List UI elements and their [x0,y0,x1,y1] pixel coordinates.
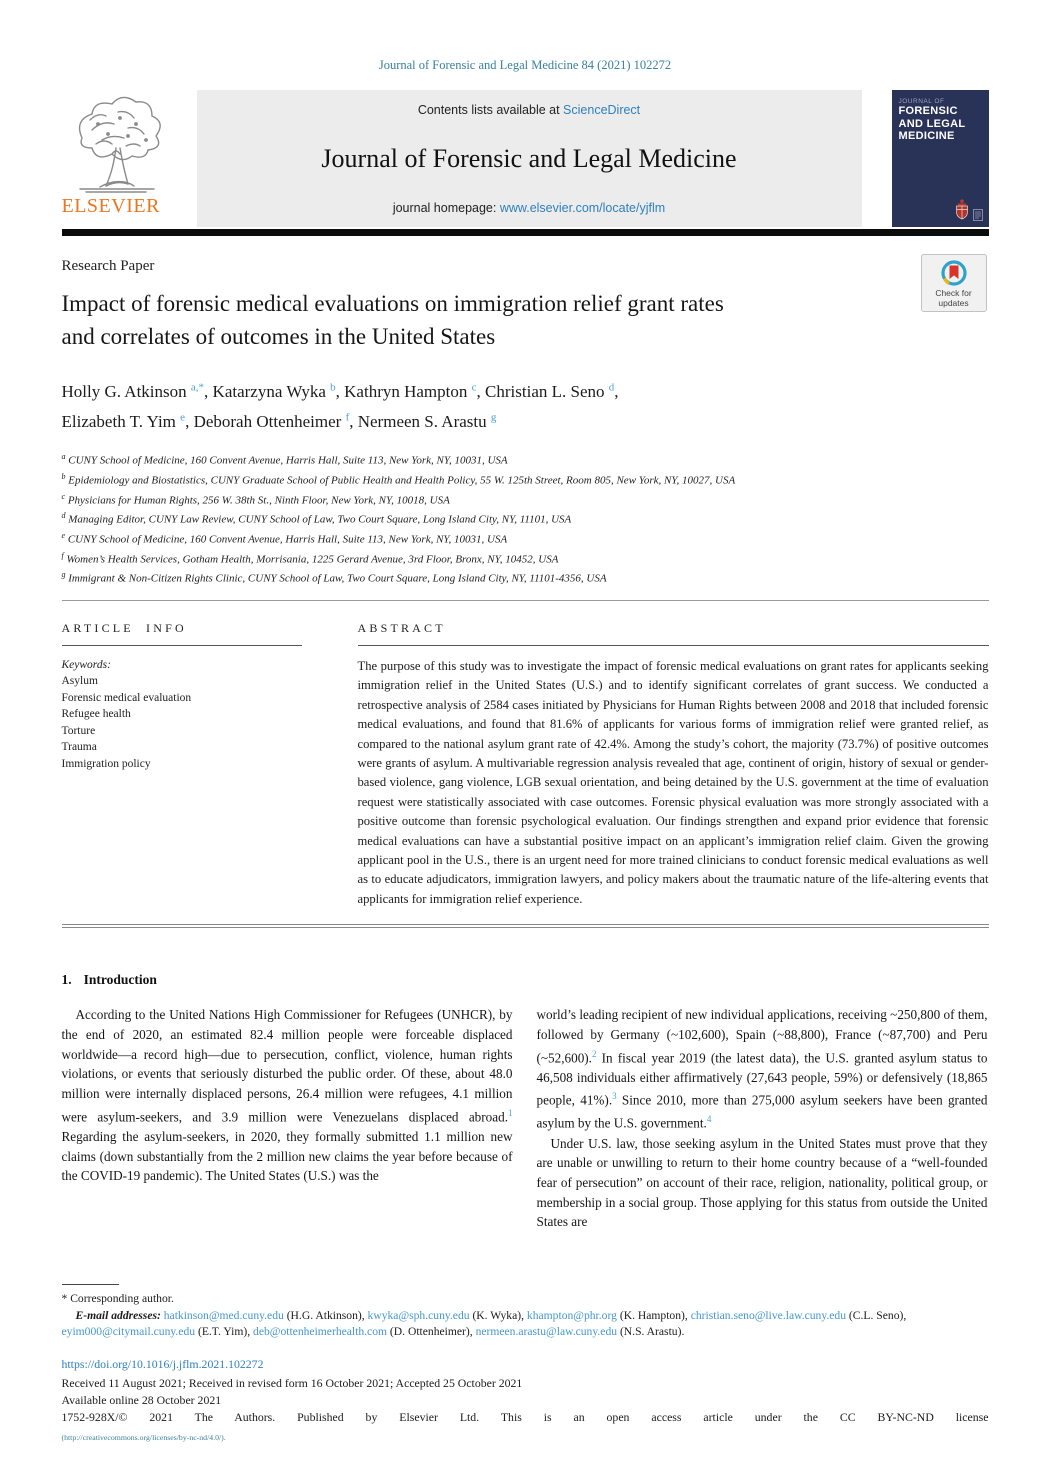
reference-link[interactable]: 1 [508,1107,513,1118]
keyword: Forensic medical evaluation [61,691,192,704]
article-info-column [62,621,302,909]
abstract-text: The purpose of this study was to investigate the impact of forensic medical evaluations on grant rates for applicants seeking immigration relief in the United States (U.S.) and to identify significant correlates of grant success. We conducted a retrospective analysis of 2584 cases initiated by Physicians for Human Rights between 2008 and 2018 that included forensic medical evaluations, and found that 81.6% of applicants for various forms of immigration relief were granted relief, as compared to the national asylum grant rate of 42.4%. Among the study’s cohort, the majority (73.7%) of positive outcomes were grants of asylum. A multivariable regression analysis revealed that age, continent of origin, history of sexual or gender-based violence, gang violence, LGB sexual orientation, and being detained by the U.S. government at the time of evaluation request were statistically associated with case outcomes. Forensic physical evaluation was more strongly associated with a positive outcome than forensic psychological evaluation. Our findings strengthen and expand prior evidence that forensic medical evaluations can have a substantial positive impact on an applicant’s immigration relief claim. Given the growing applicant pool in the U.S., there is an urgent need for more trained clinicians to conduct forensic medical evaluations as well as to educate adjudicators, immigration lawyers, and policy makers about the traumatic nature of the life-altering events that applicants for immigration relief experience. [357,658,989,906]
author-name: Nermeen S. Arastu [357,412,487,432]
homepage-prefix: journal homepage: [392,201,500,215]
article-info-rule [62,645,302,646]
author-sup[interactable]: g [490,411,497,424]
author-sup[interactable]: b [330,381,336,393]
article-title-line2: and correlates of outcomes in the United States [61,324,496,349]
corresponding-author-note: * Corresponding author. [61,1292,174,1306]
paragraph: According to the United Nations High Commissioner for Refugees (UNHCR), by the end of 2020, an estimated 82.4 million people were forceable displaced worldwide—a record high—due to persecution, conflict, violence, human rights violations, or events that seriously disturbed the public order. Of these, about 48.0 million were internally displaced persons, 26.4 million were refugees, 4.1 million were asylum-seekers, and 3.9 million were Venezuelans displaced abroad.$^1$ Regarding the asylum-seekers, in 2020, they formally submitted 1.1 million new claims (down substantially from the 2 million new claims the year before because of the COVID-19 pandemic). The United States (U.S.) was the [61,1007,513,1184]
email-link[interactable]: hatkinson@med.cuny.edu [163,1308,284,1322]
copyright-line: 1752-928X/© 2021 The Authors. Published by Elsevier Ltd. This is an open access article under the CC BY-NC-ND license [61,1409,989,1424]
affiliation: $^a$ CUNY School of Medicine, 160 Convent Avenue, Harris Hall, Suite 113, New York, NY, 10031, USA [61,452,508,467]
journal-homepage-link[interactable]: www.elsevier.com/locate/yjflm [499,201,666,215]
reference-link[interactable]: 4 [706,1114,712,1125]
introduction-section [62,972,989,1232]
cover-title-line4: MEDICINE [898,130,955,142]
author-line-2 [62,405,989,436]
email-link[interactable]: nermeen.arastu@law.cuny.edu [475,1325,618,1339]
affiliation: $^f$ Women’s Health Services, Gotham Health, Morrisania, 1225 Gerard Avenue, 3rd Floor, Bronx, NY, 10452, USA [61,550,559,566]
reference-link[interactable]: 2 [591,1048,597,1059]
body-column-left [62,1005,513,1232]
author [358,412,497,431]
introduction-heading [62,972,989,988]
author-sup[interactable]: e [180,411,186,424]
author-line-1 [62,374,989,405]
affiliation: $^e$ CUNY School of Medicine, 160 Convent Avenue, Harris Hall, Suite 113, New York, NY, 10031, USA [61,530,508,546]
section-title: Introduction [83,972,157,988]
paper-first-page [62,58,989,1446]
abstract-heading: ABSTRACT [357,620,446,635]
author-name: Holly G. Atkinson [61,381,187,401]
abstract-column [358,621,989,909]
sciencedirect-link[interactable]: ScienceDirect [563,103,641,117]
author: Kathryn Hampton $^c$, [344,381,486,401]
masthead-divider-bar [62,229,989,236]
doi-link[interactable]: https://doi.org/10.1016/j.jflm.2021.102272 [61,1356,264,1371]
cover-title-line2: FORENSIC [898,105,958,117]
section-number: 1. [61,972,72,988]
email-link[interactable]: deb@ottenheimerhealth.com [253,1325,388,1339]
author-sup[interactable]: c [471,381,477,393]
crest-icon [953,199,971,221]
abstract-bottom-divider [62,924,989,928]
info-abstract-section [62,601,989,909]
article-info-heading: ARTICLE INFO [61,620,187,635]
journal-title: Journal of Forensic and Legal Medicine [321,144,737,173]
keyword: Torture [61,724,96,737]
article-type-label: Research Paper [61,258,155,274]
author: Holly G. Atkinson $^{a,*}$, [61,381,213,401]
author-list [62,374,989,435]
contents-prefix: Contents lists available at [417,103,564,117]
author: Deborah Ottenheimer $^f$, [193,411,358,432]
reference-link[interactable]: 3 [612,1091,617,1102]
author-name: Kathryn Hampton [344,381,468,401]
author-sup[interactable]: d [608,381,615,393]
elsevier-logo [62,90,194,227]
email-link[interactable]: kwyka@sph.cuny.edu [367,1308,470,1322]
author-sup[interactable]: a,* [190,381,205,393]
author-name: Elizabeth T. Yim [61,412,176,432]
author-name: Christian L. Seno [485,381,605,401]
keyword: Trauma [61,741,97,754]
author-name: Katarzyna Wyka [212,381,326,401]
check-badge-text-1: Check for [935,288,972,298]
check-updates-icon [939,259,969,289]
keyword: Asylum [61,675,98,688]
affiliation: $^d$ Managing Editor, CUNY Law Review, CUNY School of Law, Two Court Square, Long Island City, NY, 11101, USA [61,511,572,526]
homepage-line [207,201,852,215]
email-link[interactable]: christian.seno@live.law.cuny.edu [690,1308,847,1322]
article-footer-meta [62,1356,989,1446]
affiliation-list [62,449,989,587]
paragraph: world’s leading recipient of new individual applications, receiving ~250,800 of them, followed by Germany (~102,600), Spain (~88,800), France (~87,700) and Peru (~52,600).$^2$ In fiscal year 2019 (the latest data), the U.S. granted asylum status to 46,508 individuals either affirmatively (27,643 people, 59%) or defensively (18,865 people, 41%).$^3$ Since 2010, more than 275,000 asylum seekers have been granted asylum by the U.S. government.$^4$ [536,1007,988,1131]
article-title [62,287,989,353]
cover-title-small: JOURNAL OF [898,98,945,105]
keywords-label: Keywords: [61,658,111,671]
affiliation: $^c$ Physicians for Human Rights, 256 W. 38th St., Ninth Floor, New York, NY, 10018, USA [61,491,450,507]
contents-line [207,103,852,117]
article-header [62,258,989,587]
body-column-right [537,1005,988,1232]
elsevier-tree-icon [62,90,172,193]
author: Christian L. Seno $^d$, [485,381,619,401]
received-dates: Received 11 August 2021; Received in revised form 16 October 2021; Accepted 25 October 2021 [61,1375,523,1390]
footnote-divider [62,1284,119,1285]
email-link[interactable]: khampton@phr.org [526,1308,617,1322]
cover-title-line3: AND LEGAL [898,117,966,130]
email-link[interactable]: eyim000@citymail.cuny.edu [61,1325,196,1339]
author: Elizabeth T. Yim $^e$, [61,411,194,432]
check-for-updates-badge[interactable] [921,254,987,312]
author-name: Deborah Ottenheimer [193,412,342,432]
affiliation: $^g$ Immigrant & Non-Citizen Rights Clinic, CUNY School of Law, Two Court Square, Long Island City, NY, 11101-4356, USA [61,570,607,585]
paragraph: Under U.S. law, those seeking asylum in the United States must prove that they are unable or unwilling to return to their home country because of a “well-founded fear of persecution” on account of their race, religion, nationality, political group, or membership in a social group. Those applying for this status from outside the United States are [536,1135,988,1230]
journal-cover-thumbnail [892,90,989,227]
cover-publisher-mark-icon [973,209,983,221]
elsevier-wordmark: ELSEVIER [61,195,160,217]
check-badge-text-2: updates [938,297,969,308]
keyword: Immigration policy [61,757,151,770]
email-label: E-mail addresses: [75,1308,161,1322]
author-sup[interactable]: f [345,411,350,424]
keywords-block [62,657,302,773]
masthead-center-panel [197,90,862,227]
affiliation: $^b$ Epidemiology and Biostatistics, CUNY Graduate School of Public Health and Health Policy, 55 W. 125th Street, Room 805, New York, NY, 10027, USA [61,471,736,487]
license-url-link[interactable]: (http://creativecommons.org/licenses/by-nc-nd/4.0/). [61,1432,226,1442]
author: Katarzyna Wyka $^b$, [212,381,345,401]
email-addresses: E-mail addresses: hatkinson@med.cuny.edu (H.G. Atkinson), kwyka@sph.cuny.edu (K. Wyka), khampton@phr.org (K. Hampton), christian.seno@live.law.cuny.edu (C.L. Seno), eyim000@citymail.cuny.edu (E.T. Yim), deb@ottenheimerhealth.com (D. Ottenheimer), nermeen.arastu@law.cuny.edu (N.S. Arastu). [61,1308,907,1339]
available-online: Available online 28 October 2021 [61,1392,222,1407]
abstract-rule [358,645,989,646]
keyword: Refugee health [61,708,131,721]
journal-masthead [62,90,989,227]
footnotes [62,1291,989,1341]
journal-citation-header: Journal of Forensic and Legal Medicine 84 (2021) 102272 [378,58,672,72]
article-title-line1: Impact of forensic medical evaluations on immigration relief grant rates [61,291,724,316]
